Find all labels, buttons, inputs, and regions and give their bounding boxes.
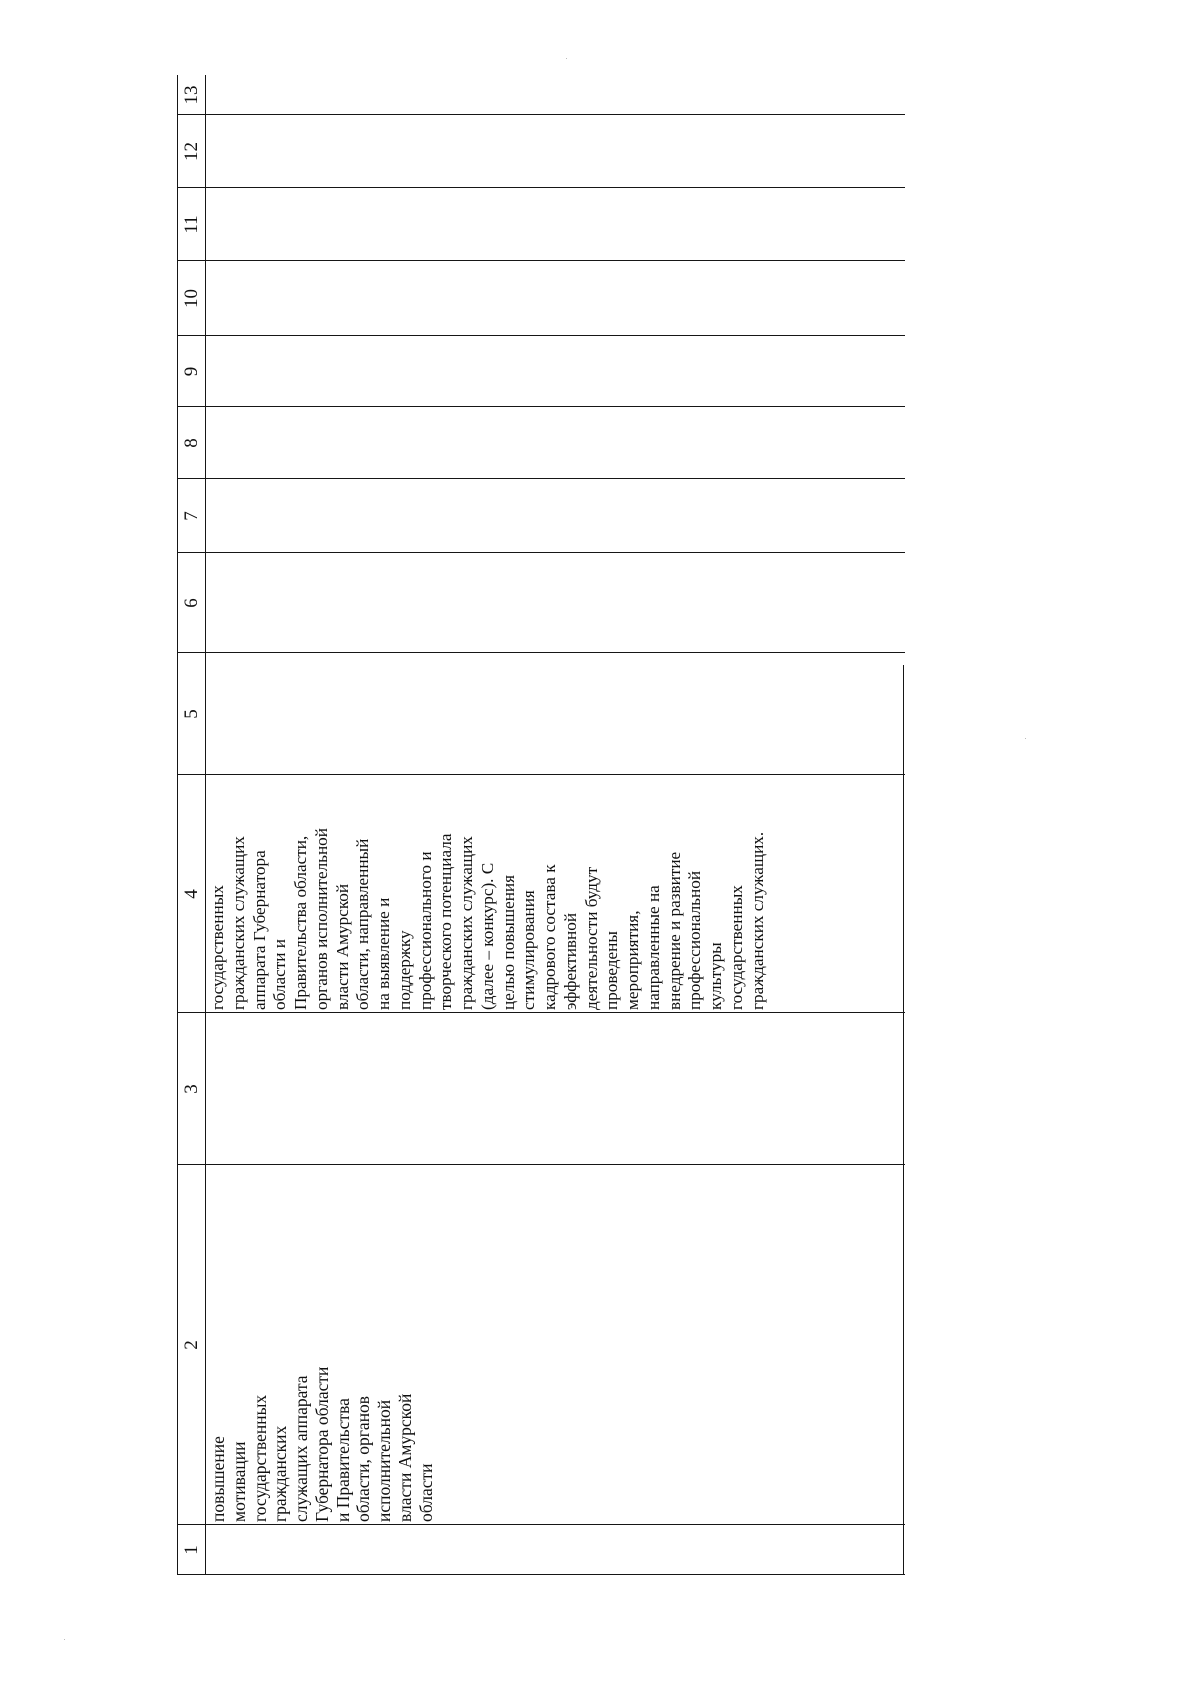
header-cell-13: 13 xyxy=(180,85,202,105)
cell-line: стимулирования xyxy=(519,890,539,1010)
cell-line: государственных xyxy=(249,1394,270,1522)
cell-col2 xyxy=(208,1367,436,1522)
header-cell-8: 8 xyxy=(180,438,202,448)
column-divider xyxy=(177,652,905,653)
cell-line: (далее – конкурс). С xyxy=(477,862,497,1010)
cell-line: повышение xyxy=(208,1436,228,1522)
cell-line: мероприятия, xyxy=(623,910,642,1010)
cell-line: гражданских служащих. xyxy=(747,831,767,1010)
cell-line: Губернатора области xyxy=(311,1366,332,1522)
rotated-table xyxy=(177,75,905,1575)
cell-line: гражданских xyxy=(270,1425,291,1522)
cell-line: органов исполнительной xyxy=(311,828,331,1010)
header-cell-3: 3 xyxy=(180,1084,202,1094)
cell-line: проведены xyxy=(602,931,622,1010)
cell-line: мотивации xyxy=(228,1441,249,1522)
header-cell-6: 6 xyxy=(180,598,202,608)
scan-speck xyxy=(64,1639,65,1640)
cell-line: целью повышения xyxy=(498,875,518,1010)
header-cell-1: 1 xyxy=(180,1545,202,1555)
cell-line: внедрение и развитие xyxy=(664,851,684,1010)
cell-line: направленные на xyxy=(643,885,663,1010)
header-cell-9: 9 xyxy=(180,366,202,377)
cell-line: служащих аппарата xyxy=(291,1375,311,1522)
cell-line: поддержку xyxy=(394,930,414,1010)
column-divider xyxy=(177,774,905,775)
cell-line: аппарата Губернатора xyxy=(249,850,269,1010)
cell-line: и Правительства xyxy=(332,1398,353,1522)
header-cell-4: 4 xyxy=(180,889,202,899)
cell-line: профессиональной xyxy=(685,870,705,1010)
column-divider xyxy=(177,187,905,188)
column-divider xyxy=(177,1012,905,1013)
cell-line: творческого потенциала xyxy=(436,833,456,1010)
header-cell-2: 2 xyxy=(180,1340,202,1350)
header-cell-11: 11 xyxy=(180,215,202,234)
scan-speck xyxy=(566,58,567,59)
column-divider xyxy=(177,114,905,115)
cell-line: области, направленный xyxy=(353,838,373,1010)
cell-line: эффективной xyxy=(560,912,580,1010)
column-divider xyxy=(177,260,905,261)
column-divider xyxy=(177,335,905,336)
cell-line: кадрового состава к xyxy=(540,864,559,1010)
cell-col4 xyxy=(208,828,768,1010)
scan-speck xyxy=(1025,738,1026,739)
header-cell-5: 5 xyxy=(180,709,202,719)
cell-line: области и xyxy=(270,939,290,1010)
cell-line: культуры xyxy=(706,942,725,1010)
cell-line: исполнительной xyxy=(374,1399,394,1522)
cell-line: государственных xyxy=(726,885,746,1010)
column-divider xyxy=(177,552,905,553)
column-divider xyxy=(177,478,905,479)
column-divider xyxy=(177,1164,905,1165)
cell-line: гражданских служащих xyxy=(228,836,248,1010)
header-row-divider xyxy=(205,75,206,1575)
cell-line: области xyxy=(415,1463,436,1522)
header-cell-12: 12 xyxy=(180,142,202,161)
cell-line: области, органов xyxy=(353,1395,374,1522)
table-border-bottom xyxy=(903,665,904,1575)
table-border-left xyxy=(177,1574,905,1575)
cell-line: профессионального и xyxy=(415,851,435,1010)
column-divider xyxy=(177,406,905,407)
column-divider xyxy=(177,1524,905,1525)
header-cell-7: 7 xyxy=(180,511,202,521)
cell-line: на выявление и xyxy=(374,897,393,1010)
cell-line: власти Амурской xyxy=(332,883,352,1010)
header-cell-10: 10 xyxy=(180,289,202,308)
cell-line: власти Амурской xyxy=(394,1393,415,1522)
cell-line: Правительства области, xyxy=(291,835,310,1010)
cell-line: деятельности будут xyxy=(581,866,601,1010)
cell-line: гражданских служащих xyxy=(457,836,476,1010)
cell-line: государственных xyxy=(208,885,227,1010)
